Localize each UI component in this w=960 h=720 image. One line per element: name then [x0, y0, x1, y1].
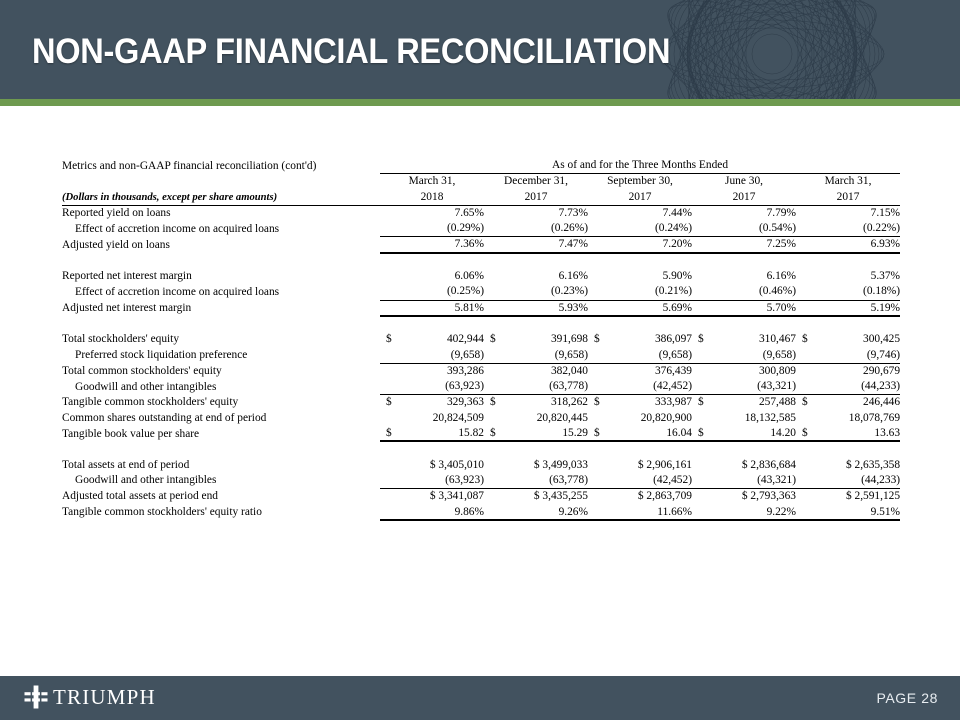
row-label: Total stockholders' equity	[62, 333, 180, 346]
currency-symbol: $	[802, 427, 808, 440]
column-month-2: September 30,	[607, 175, 673, 188]
row-value-c4: (44,233)	[796, 379, 900, 395]
column-month-1: December 31,	[504, 175, 568, 188]
row-label: Effect of accretion income on acquired loans	[75, 285, 280, 298]
currency-symbol: $	[698, 396, 704, 409]
column-month-3: June 30,	[725, 175, 763, 188]
row-value-c2: (42,452)	[588, 473, 692, 489]
group-spacer	[62, 442, 900, 458]
table-row	[62, 379, 900, 395]
currency-symbol: $	[594, 333, 600, 346]
row-value-c1: (0.26%)	[484, 221, 588, 237]
currency-symbol: $	[698, 427, 704, 440]
currency-symbol: $	[490, 396, 496, 409]
row-value-c1: $ 318,262	[484, 395, 588, 411]
row-value-c2: $ 386,097	[588, 332, 692, 347]
currency-symbol: $	[698, 333, 704, 346]
row-value-c2: $ 16.04	[588, 426, 692, 442]
row-value-c3: 7.79%	[766, 206, 796, 219]
page-number: PAGE 28	[876, 690, 938, 706]
row-value-c3: (9,658)	[692, 348, 796, 364]
row-value-c1: $ 15.29	[484, 426, 588, 442]
row-value-c0: 393,286	[446, 364, 484, 377]
row-value-c3: $ 310,467	[692, 332, 796, 347]
slide-footer	[0, 676, 960, 720]
row-value-c0: (0.25%)	[380, 284, 484, 300]
table-row	[62, 411, 900, 426]
triumph-cross-icon	[24, 685, 48, 709]
currency-symbol: $	[594, 427, 600, 440]
row-value-c0: (63,923)	[380, 473, 484, 489]
row-value-c4: 18,078,769	[848, 411, 901, 424]
row-value-c3: $ 2,793,363	[741, 490, 796, 503]
row-value-c3: 7.25%	[692, 237, 796, 253]
table-row	[62, 458, 900, 473]
row-value-c0: 7.36%	[380, 237, 484, 253]
table-row	[62, 363, 900, 379]
row-value-c0: (9,658)	[380, 348, 484, 364]
row-value-c3: (43,321)	[692, 473, 796, 489]
row-value-c2: (42,452)	[588, 379, 692, 395]
row-label: Tangible common stockholders' equity ratio	[62, 506, 262, 519]
row-label: Common shares outstanding at end of period	[62, 411, 267, 424]
row-value-c1: (0.23%)	[484, 284, 588, 300]
row-label: Adjusted yield on loans	[62, 238, 170, 251]
row-value-c0: (63,923)	[380, 379, 484, 395]
row-label: Preferred stock liquidation preference	[75, 349, 248, 362]
row-value-c2: 7.20%	[588, 237, 692, 253]
row-value-c3: (43,321)	[692, 379, 796, 395]
currency-symbol: $	[386, 396, 392, 409]
row-value-c1: 382,040	[550, 364, 588, 377]
column-month-4: March 31,	[824, 175, 872, 188]
row-value-c1: 7.47%	[484, 237, 588, 253]
table-caption-row	[62, 158, 900, 174]
row-label: Total assets at end of period	[62, 458, 190, 471]
table-row	[62, 348, 900, 364]
row-value-c0: 6.06%	[454, 270, 484, 283]
span-header: As of and for the Three Months Ended	[380, 158, 900, 174]
row-value-c3: (0.46%)	[692, 284, 796, 300]
group-spacer	[62, 316, 900, 332]
row-value-c3: (0.54%)	[692, 221, 796, 237]
row-value-c2: 5.90%	[662, 270, 692, 283]
row-value-c0: $ 329,363	[380, 395, 484, 411]
row-value-c0: 9.86%	[380, 505, 484, 521]
row-value-c4: $ 2,635,358	[845, 458, 901, 471]
row-value-c1: 9.26%	[484, 505, 588, 521]
row-value-c2: $ 2,906,161	[637, 458, 692, 471]
column-month-0: March 31,	[408, 175, 456, 188]
row-value-c0: $ 402,944	[380, 332, 484, 347]
column-year-1: 2017	[484, 190, 588, 206]
currency-symbol: $	[802, 396, 808, 409]
table-row	[62, 237, 900, 253]
row-value-c3: $ 14.20	[692, 426, 796, 442]
column-month-row	[62, 174, 900, 190]
table-row	[62, 332, 900, 347]
currency-symbol: $	[594, 396, 600, 409]
row-label: Reported yield on loans	[62, 206, 171, 219]
financial-table	[62, 158, 900, 521]
financial-table-container	[62, 158, 900, 521]
table-caption: Metrics and non-GAAP financial reconciliation (cont'd)	[62, 159, 317, 172]
table-row	[62, 426, 900, 442]
row-label: Adjusted net interest margin	[62, 302, 192, 315]
row-value-c3: $ 257,488	[692, 395, 796, 411]
row-value-c0: $ 3,405,010	[429, 458, 484, 471]
row-value-c1: 7.73%	[558, 206, 588, 219]
row-value-c1: $ 391,698	[484, 332, 588, 347]
table-row	[62, 473, 900, 489]
row-value-c0: 5.81%	[380, 300, 484, 316]
row-value-c4: $ 2,591,125	[845, 490, 901, 503]
slide-title: NON-GAAP FINANCIAL RECONCILIATION	[32, 32, 671, 71]
row-label: Goodwill and other intangibles	[75, 474, 217, 487]
row-value-c2: (0.21%)	[588, 284, 692, 300]
row-value-c2: 11.66%	[588, 505, 692, 521]
column-year-3: 2017	[692, 190, 796, 206]
row-value-c0: $ 15.82	[380, 426, 484, 442]
row-value-c2: $ 333,987	[588, 395, 692, 411]
row-label: Goodwill and other intangibles	[75, 380, 217, 393]
brand-name: TRIUMPH	[53, 684, 156, 709]
row-value-c1: 5.93%	[484, 300, 588, 316]
row-value-c0: 20,824,509	[432, 411, 484, 424]
column-year-2: 2017	[588, 190, 692, 206]
currency-symbol: $	[386, 333, 392, 346]
row-value-c4: (0.18%)	[796, 284, 900, 300]
row-value-c0: $ 3,341,087	[429, 490, 484, 503]
row-value-c1: (9,658)	[484, 348, 588, 364]
row-value-c2: (0.24%)	[588, 221, 692, 237]
row-value-c4: (0.22%)	[796, 221, 900, 237]
slide-header	[0, 0, 960, 99]
table-row	[62, 221, 900, 237]
row-value-c4: 7.15%	[870, 206, 901, 219]
group-spacer	[62, 253, 900, 269]
row-value-c4: $ 13.63	[796, 426, 900, 442]
row-value-c3: 9.22%	[692, 505, 796, 521]
column-year-4: 2017	[796, 190, 900, 206]
row-value-c3: $ 2,836,684	[741, 458, 796, 471]
row-value-c4: 6.93%	[796, 237, 900, 253]
table-row	[62, 205, 900, 221]
row-value-c3: 300,809	[758, 364, 796, 377]
units-note: (Dollars in thousands, except per share amounts)	[62, 190, 380, 206]
row-value-c1: (63,778)	[484, 473, 588, 489]
row-value-c1: 20,820,445	[536, 411, 588, 424]
table-row	[62, 489, 900, 505]
column-year-row	[62, 190, 900, 206]
currency-symbol: $	[490, 427, 496, 440]
row-value-c4: 9.51%	[796, 505, 900, 521]
row-label: Total common stockholders' equity	[62, 364, 222, 377]
row-value-c0: 7.65%	[454, 206, 484, 219]
row-value-c1: $ 3,435,255	[533, 490, 588, 503]
accent-rule	[0, 99, 960, 106]
row-label: Tangible book value per share	[62, 427, 200, 440]
table-row	[62, 300, 900, 316]
currency-symbol: $	[490, 333, 496, 346]
table-row	[62, 269, 900, 284]
row-value-c0: (0.29%)	[380, 221, 484, 237]
row-value-c2: $ 2,863,709	[637, 490, 692, 503]
row-value-c3: 6.16%	[766, 270, 796, 283]
row-value-c4: 290,679	[863, 364, 901, 377]
row-value-c2: 5.69%	[588, 300, 692, 316]
table-row	[62, 505, 900, 521]
currency-symbol: $	[386, 427, 392, 440]
row-value-c4: (9,746)	[796, 348, 900, 364]
table-row	[62, 284, 900, 300]
currency-symbol: $	[802, 333, 808, 346]
row-value-c3: 5.70%	[692, 300, 796, 316]
row-label: Reported net interest margin	[62, 270, 192, 283]
row-label: Adjusted total assets at period end	[62, 490, 218, 503]
row-value-c1: $ 3,499,033	[533, 458, 588, 471]
row-value-c2: 376,439	[654, 364, 692, 377]
column-year-0: 2018	[380, 190, 484, 206]
row-value-c2: 20,820,900	[640, 411, 692, 424]
financial-rows	[62, 205, 900, 520]
row-value-c2: (9,658)	[588, 348, 692, 364]
row-label: Tangible common stockholders' equity	[62, 396, 239, 409]
row-value-c4: $ 246,446	[796, 395, 900, 411]
table-row	[62, 395, 900, 411]
brand-logo	[24, 685, 156, 709]
spacer-cell	[62, 174, 380, 190]
row-value-c4: 5.37%	[870, 270, 901, 283]
row-value-c4: (44,233)	[796, 473, 900, 489]
row-value-c1: (63,778)	[484, 379, 588, 395]
row-value-c4: $ 300,425	[796, 332, 900, 347]
row-value-c1: 6.16%	[558, 270, 588, 283]
row-label: Effect of accretion income on acquired loans	[75, 222, 280, 235]
row-value-c3: 18,132,585	[744, 411, 796, 424]
row-value-c4: 5.19%	[796, 300, 900, 316]
row-value-c2: 7.44%	[662, 206, 692, 219]
